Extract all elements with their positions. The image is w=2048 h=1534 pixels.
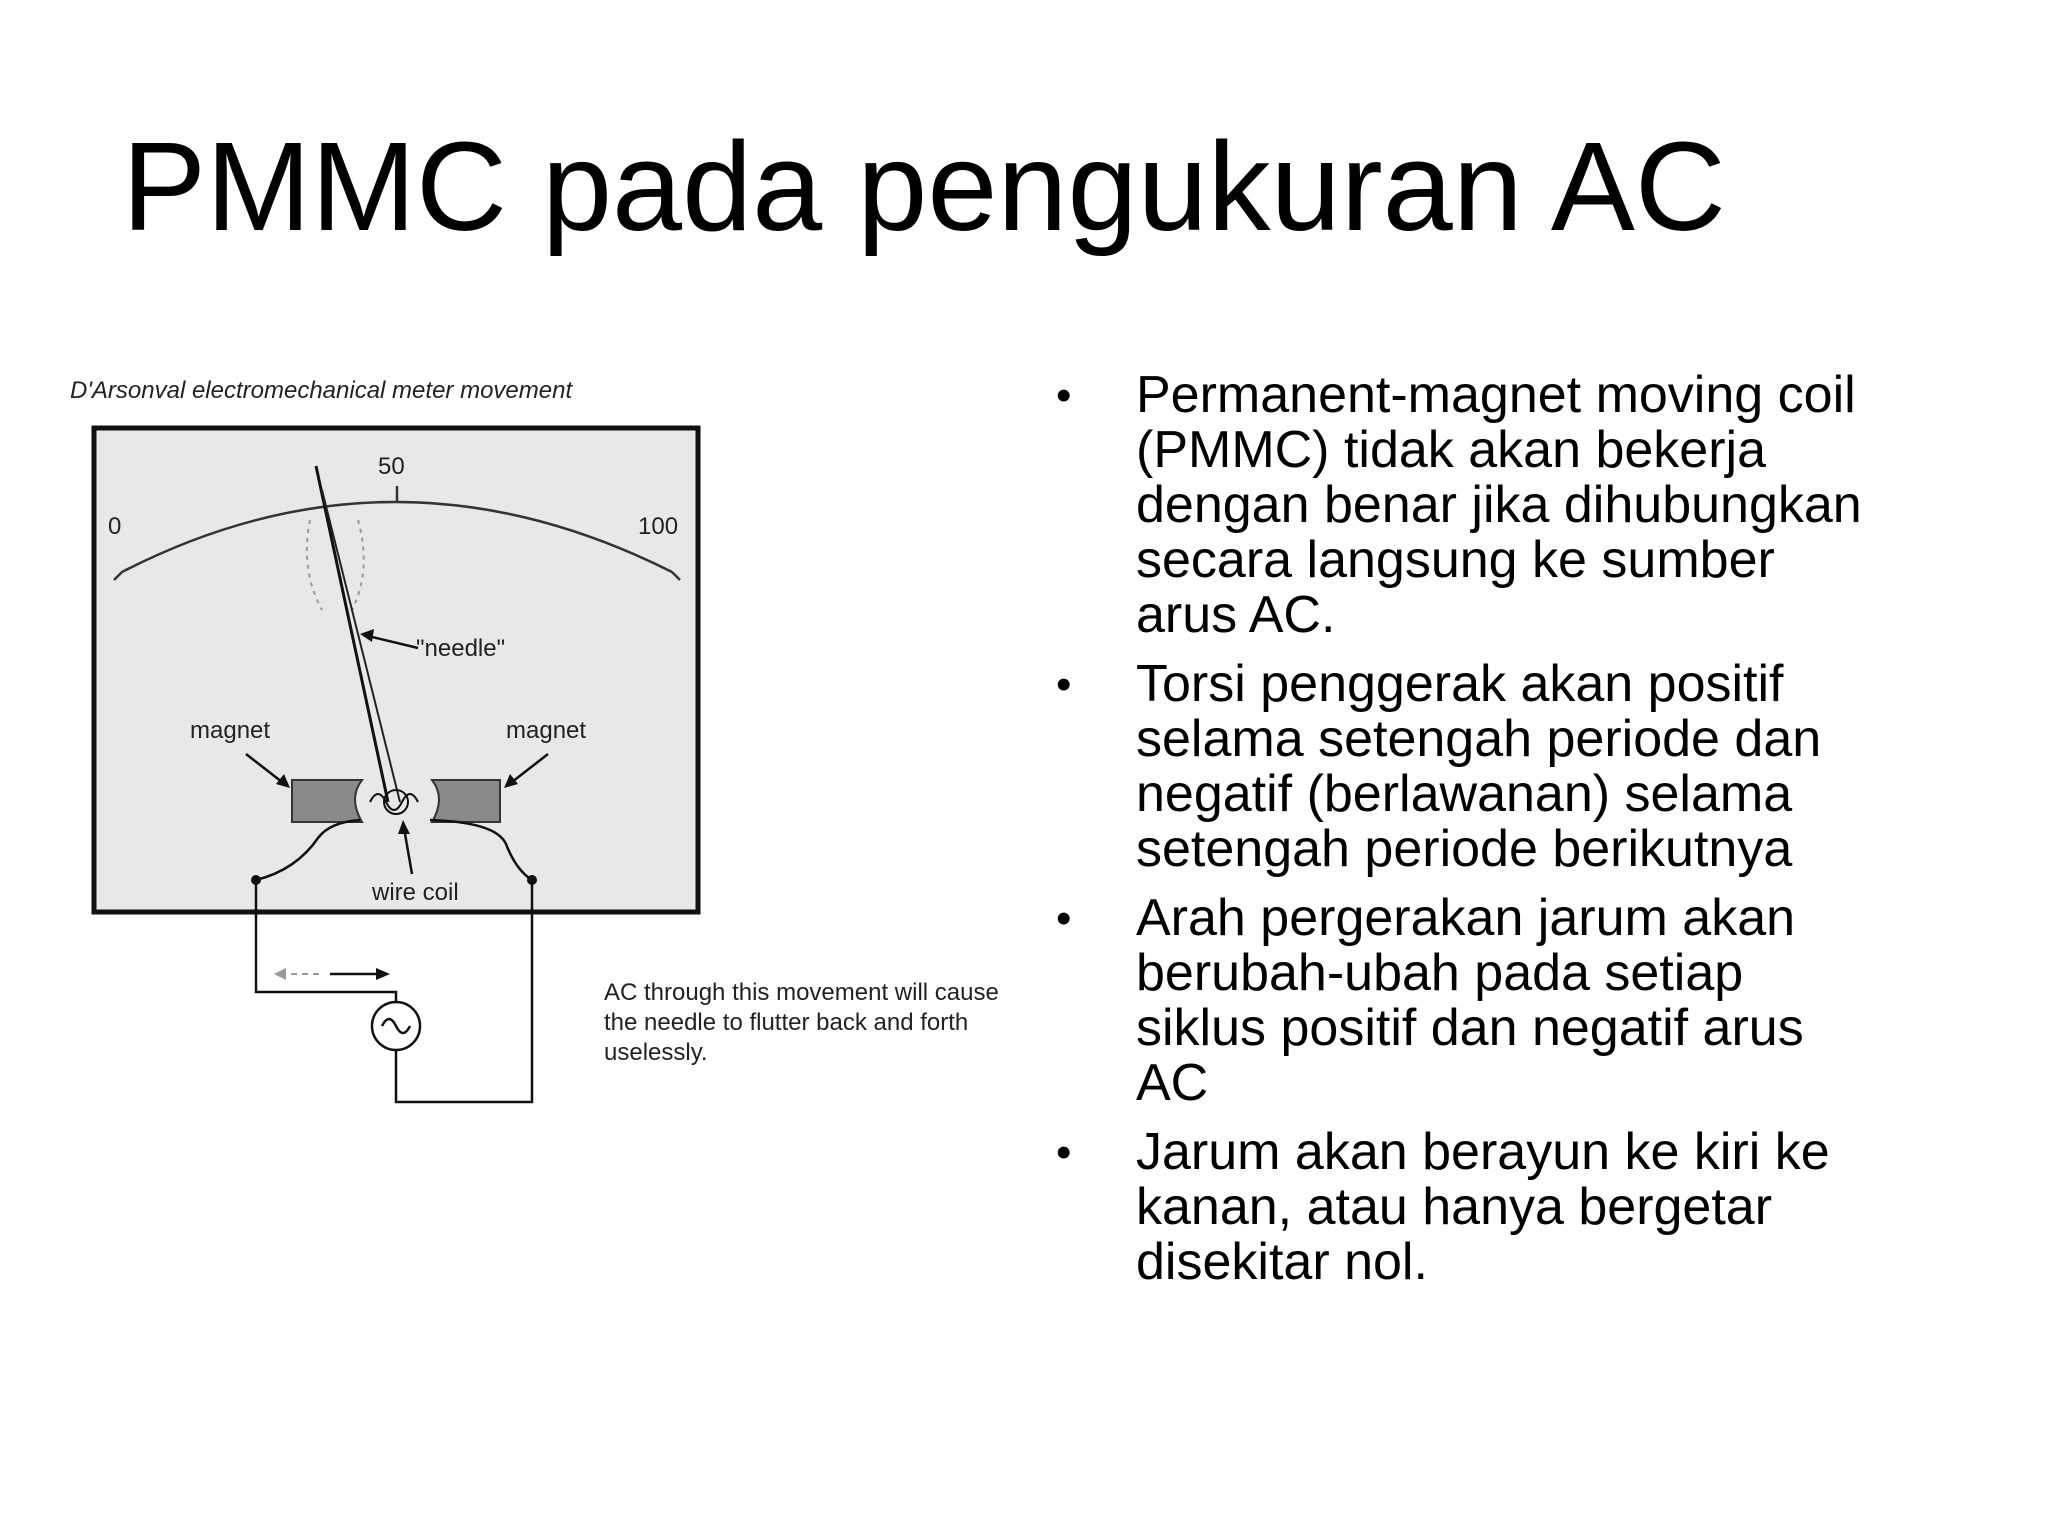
scale-label-50: 50 <box>378 453 405 480</box>
bullet-line: (PMMC) tidak akan bekerja <box>1136 421 1766 479</box>
bullet-item <box>1050 891 2000 1111</box>
bullet-list <box>1050 368 2000 1304</box>
meter-diagram-svg <box>60 370 1120 1130</box>
magnet-right <box>432 780 500 822</box>
bullet-line: negatif (berlawanan) selama <box>1136 765 1793 823</box>
bullet-marker: • <box>1056 1128 1072 1177</box>
current-arrow-right-head <box>376 968 390 980</box>
bullet-line: Permanent-magnet moving coil <box>1136 366 1856 424</box>
bullet-line: selama setengah periode dan <box>1136 710 1822 768</box>
bullet-line: arus AC. <box>1136 586 1336 644</box>
bullet-line: kanan, atau hanya bergetar <box>1136 1178 1773 1236</box>
bullet-item <box>1050 1125 2000 1290</box>
magnet-left <box>292 780 362 822</box>
bullet-marker: • <box>1056 371 1072 420</box>
needle-label: "needle" <box>416 635 506 662</box>
figure-note-line-2: the needle to flutter back and forth <box>604 1009 969 1036</box>
bullet-line: Jarum akan berayun ke kiri ke <box>1136 1123 1830 1181</box>
figure-note <box>604 979 1006 1066</box>
bullet-line: Torsi penggerak akan positif <box>1136 655 1784 713</box>
scale-label-0: 0 <box>108 513 122 540</box>
wire-coil-label: wire coil <box>372 879 459 906</box>
scale-label-100: 100 <box>638 513 679 540</box>
figure-note-line-1: AC through this movement will cause <box>604 979 999 1006</box>
figure-note-line-3: uselessly. <box>604 1039 708 1066</box>
slide-title: PMMC pada pengukuran AC <box>122 116 1726 257</box>
bullet-marker: • <box>1056 660 1072 709</box>
bullet-line: setengah periode berikutnya <box>1136 820 1793 878</box>
bullet-item <box>1050 368 2000 643</box>
bullet-line: dengan benar jika dihubungkan <box>1136 476 1862 534</box>
current-arrow-left-head <box>274 968 286 980</box>
magnet-left-label: magnet <box>190 717 271 744</box>
bullet-marker: • <box>1056 894 1072 943</box>
magnet-right-label: magnet <box>506 717 587 744</box>
meter-diagram <box>60 370 1120 1130</box>
bullet-item <box>1050 657 2000 877</box>
bullet-line: berubah-ubah pada setiap <box>1136 944 1744 1002</box>
bullet-line: secara langsung ke sumber <box>1136 531 1775 589</box>
bullet-line: AC <box>1136 1054 1209 1112</box>
figure-caption: D'Arsonval electromechanical meter movement <box>70 377 573 404</box>
bullet-line: siklus positif dan negatif arus <box>1136 999 1804 1057</box>
bullet-line: disekitar nol. <box>1136 1233 1428 1291</box>
bullet-line: Arah pergerakan jarum akan <box>1136 889 1796 947</box>
